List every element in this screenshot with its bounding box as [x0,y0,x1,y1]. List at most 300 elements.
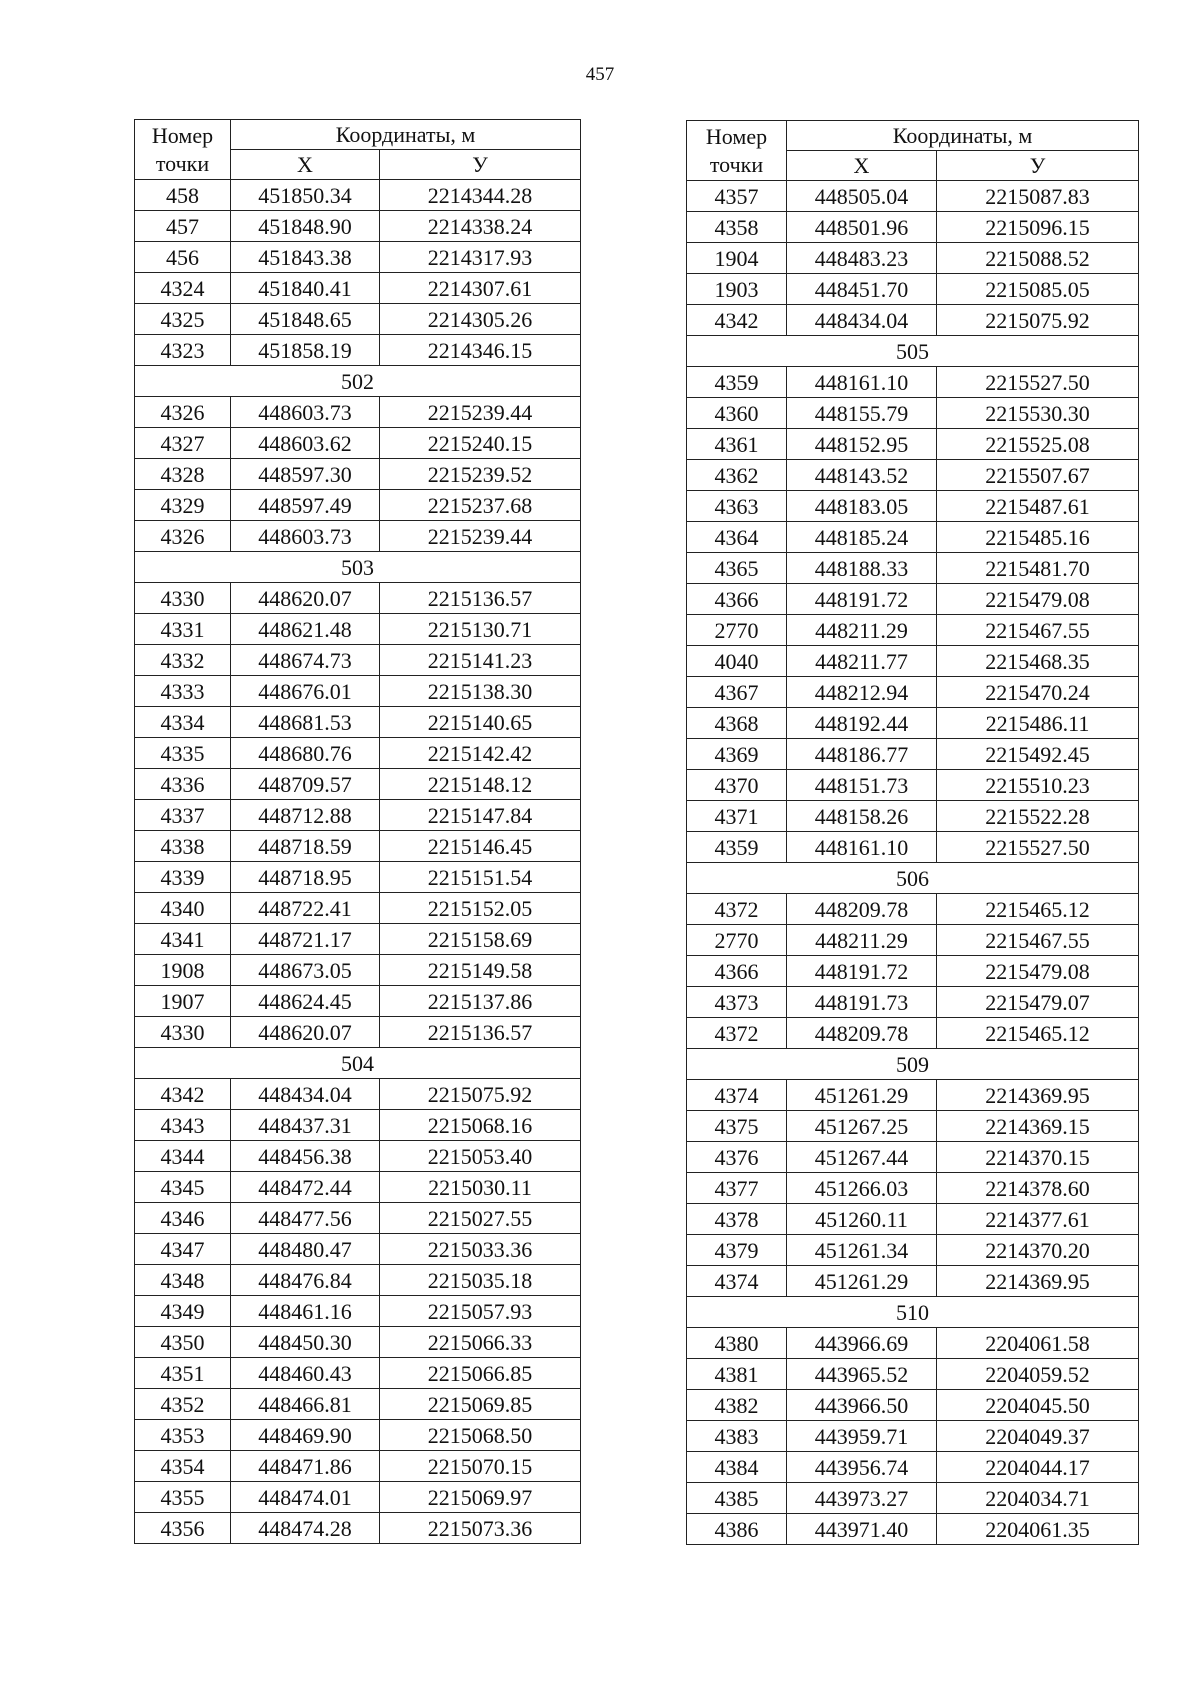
x-coordinate-cell: 448603.73 [231,521,380,552]
point-number-cell: 4379 [687,1235,787,1266]
point-number-cell: 4326 [135,521,231,552]
x-coordinate-cell: 448681.53 [231,707,380,738]
table-row [135,831,581,862]
table-row [135,428,581,459]
x-coordinate-cell: 448471.86 [231,1451,380,1482]
x-coordinate-cell: 448501.96 [787,212,937,243]
y-coordinate-cell: 2215075.92 [380,1079,581,1110]
y-coordinate-cell: 2215027.55 [380,1203,581,1234]
table-row [135,1451,581,1482]
x-coordinate-cell: 451848.65 [231,304,380,335]
table-row [135,459,581,490]
x-coordinate-cell: 448603.62 [231,428,380,459]
section-title-row [687,1049,1139,1080]
y-coordinate-cell: 2215066.33 [380,1327,581,1358]
point-number-cell: 4335 [135,738,231,769]
point-number-cell: 4323 [135,335,231,366]
table-row [135,1172,581,1203]
x-coordinate-cell: 451261.34 [787,1235,937,1266]
point-number-cell: 4386 [687,1514,787,1545]
x-coordinate-cell: 448712.88 [231,800,380,831]
y-coordinate-cell: 2204044.17 [937,1452,1139,1483]
y-coordinate-cell: 2214377.61 [937,1204,1139,1235]
y-coordinate-cell: 2215465.12 [937,1018,1139,1049]
x-coordinate-cell: 448721.17 [231,924,380,955]
y-coordinate-cell: 2215035.18 [380,1265,581,1296]
x-coordinate-cell: 448674.73 [231,645,380,676]
table-row [687,1235,1139,1266]
x-coordinate-cell: 448183.05 [787,491,937,522]
y-coordinate-cell: 2215033.36 [380,1234,581,1265]
y-coordinate-cell: 2215525.08 [937,429,1139,460]
point-number-cell: 4384 [687,1452,787,1483]
table-row [687,1173,1139,1204]
x-coordinate-cell: 443966.69 [787,1328,937,1359]
table-row [687,1080,1139,1111]
table-row [687,1421,1139,1452]
table-row [687,1111,1139,1142]
table-row [135,335,581,366]
point-number-cell: 4325 [135,304,231,335]
table-row [135,521,581,552]
x-coordinate-cell: 451267.25 [787,1111,937,1142]
table-row [687,1142,1139,1173]
x-coordinate-cell: 448474.28 [231,1513,380,1544]
table-row [135,1358,581,1389]
table-row [135,1513,581,1544]
table-row [135,955,581,986]
y-coordinate-cell: 2204059.52 [937,1359,1139,1390]
y-coordinate-cell: 2215149.58 [380,955,581,986]
table-row [687,677,1139,708]
table-row [687,243,1139,274]
point-number-cell: 4350 [135,1327,231,1358]
table-row [687,1359,1139,1390]
point-number-cell: 4375 [687,1111,787,1142]
point-number-header-line2: точки [155,150,210,176]
point-number-cell: 4381 [687,1359,787,1390]
y-coordinate-cell: 2215479.08 [937,956,1139,987]
y-coordinate-cell: 2215479.07 [937,987,1139,1018]
y-coordinate-cell: 2215137.86 [380,986,581,1017]
y-coordinate-cell: 2214369.95 [937,1266,1139,1297]
point-number-cell: 2770 [687,925,787,956]
x-header: Х [787,151,937,181]
section-title-row [687,336,1139,367]
point-number-cell: 4383 [687,1421,787,1452]
x-coordinate-cell: 443971.40 [787,1514,937,1545]
x-coordinate-cell: 448483.23 [787,243,937,274]
x-coordinate-cell: 448209.78 [787,894,937,925]
x-coordinate-cell: 448480.47 [231,1234,380,1265]
table-row [687,615,1139,646]
x-coordinate-cell: 448437.31 [231,1110,380,1141]
table-row [135,1327,581,1358]
x-coordinate-cell: 448624.45 [231,986,380,1017]
y-coordinate-cell: 2215142.42 [380,738,581,769]
y-coordinate-cell: 2215465.12 [937,894,1139,925]
section-title: 505 [687,336,1139,367]
point-number-cell: 4330 [135,583,231,614]
point-number-cell: 4366 [687,584,787,615]
section-title: 502 [135,366,581,397]
x-coordinate-cell: 448620.07 [231,1017,380,1048]
x-coordinate-cell: 448186.77 [787,739,937,770]
y-coordinate-cell: 2215487.61 [937,491,1139,522]
table-row [687,305,1139,336]
table-row [687,894,1139,925]
table-row [135,490,581,521]
table-row [135,211,581,242]
table-row [135,893,581,924]
table-row [135,1482,581,1513]
x-coordinate-cell: 443973.27 [787,1483,937,1514]
x-coordinate-cell: 448597.49 [231,490,380,521]
point-number-cell: 4372 [687,894,787,925]
point-number-cell: 4368 [687,708,787,739]
table-row [687,708,1139,739]
x-coordinate-cell: 448451.70 [787,274,937,305]
point-number-cell: 4327 [135,428,231,459]
y-coordinate-cell: 2214346.15 [380,335,581,366]
y-coordinate-cell: 2215151.54 [380,862,581,893]
table-row [687,367,1139,398]
point-number-header-line1: Номер [151,122,214,148]
y-coordinate-cell: 2215140.65 [380,707,581,738]
table-row [135,1079,581,1110]
section-title: 506 [687,863,1139,894]
table-row [687,1204,1139,1235]
point-number-cell: 4376 [687,1142,787,1173]
point-number-cell: 4342 [687,305,787,336]
point-number-cell: 4347 [135,1234,231,1265]
x-header: Х [231,150,380,180]
point-number-header-line2: точки [709,151,764,177]
table-row [687,584,1139,615]
y-coordinate-cell: 2215527.50 [937,832,1139,863]
x-coordinate-cell: 448192.44 [787,708,937,739]
x-coordinate-cell: 443965.52 [787,1359,937,1390]
x-coordinate-cell: 448597.30 [231,459,380,490]
table-row [687,274,1139,305]
table-row [687,398,1139,429]
x-coordinate-cell: 448161.10 [787,367,937,398]
x-coordinate-cell: 448456.38 [231,1141,380,1172]
point-number-cell: 4355 [135,1482,231,1513]
x-coordinate-cell: 451261.29 [787,1080,937,1111]
table-row [135,707,581,738]
table-row [135,1420,581,1451]
point-number-cell: 4340 [135,893,231,924]
table-row [687,1328,1139,1359]
table-row [687,491,1139,522]
x-coordinate-cell: 443956.74 [787,1452,937,1483]
table-row [135,1141,581,1172]
y-coordinate-cell: 2215147.84 [380,800,581,831]
y-coordinate-cell: 2214369.15 [937,1111,1139,1142]
x-coordinate-cell: 448209.78 [787,1018,937,1049]
point-number-cell: 4333 [135,676,231,707]
y-header: У [937,151,1139,181]
table-row [687,925,1139,956]
table-row [135,1110,581,1141]
y-coordinate-cell: 2214370.20 [937,1235,1139,1266]
y-coordinate-cell: 2214344.28 [380,180,581,211]
point-number-cell: 4040 [687,646,787,677]
x-coordinate-cell: 448450.30 [231,1327,380,1358]
point-number-cell: 4332 [135,645,231,676]
x-coordinate-cell: 448161.10 [787,832,937,863]
y-coordinate-cell: 2215237.68 [380,490,581,521]
x-coordinate-cell: 448474.01 [231,1482,380,1513]
y-coordinate-cell: 2215152.05 [380,893,581,924]
point-number-cell: 457 [135,211,231,242]
x-coordinate-cell: 448505.04 [787,181,937,212]
table-row [135,397,581,428]
table-row [135,242,581,273]
x-coordinate-cell: 448151.73 [787,770,937,801]
point-number-cell: 4356 [135,1513,231,1544]
point-number-cell: 4359 [687,832,787,863]
x-coordinate-cell: 448469.90 [231,1420,380,1451]
x-coordinate-cell: 448476.84 [231,1265,380,1296]
x-coordinate-cell: 448191.72 [787,584,937,615]
y-coordinate-cell: 2215239.44 [380,397,581,428]
x-coordinate-cell: 451848.90 [231,211,380,242]
y-coordinate-cell: 2215470.24 [937,677,1139,708]
y-coordinate-cell: 2215096.15 [937,212,1139,243]
x-coordinate-cell: 448718.95 [231,862,380,893]
point-number-cell: 4329 [135,490,231,521]
x-coordinate-cell: 448188.33 [787,553,937,584]
x-coordinate-cell: 448461.16 [231,1296,380,1327]
x-coordinate-cell: 451266.03 [787,1173,937,1204]
x-coordinate-cell: 448143.52 [787,460,937,491]
point-number-cell: 4341 [135,924,231,955]
point-number-cell: 4367 [687,677,787,708]
y-coordinate-cell: 2214338.24 [380,211,581,242]
point-number-cell: 4326 [135,397,231,428]
point-number-cell: 4343 [135,1110,231,1141]
x-coordinate-cell: 448211.77 [787,646,937,677]
x-coordinate-cell: 448680.76 [231,738,380,769]
point-number-cell: 4372 [687,1018,787,1049]
section-title: 504 [135,1048,581,1079]
y-coordinate-cell: 2215136.57 [380,583,581,614]
x-coordinate-cell: 448211.29 [787,615,937,646]
point-number-cell: 4371 [687,801,787,832]
point-number-header [135,120,231,180]
point-number-cell: 4373 [687,987,787,1018]
table-row [687,739,1139,770]
point-number-cell: 4348 [135,1265,231,1296]
table-row [687,1266,1139,1297]
y-coordinate-cell: 2215468.35 [937,646,1139,677]
x-coordinate-cell: 448718.59 [231,831,380,862]
table-row [135,1234,581,1265]
point-number-cell: 4334 [135,707,231,738]
point-number-cell: 1904 [687,243,787,274]
table-row [687,1483,1139,1514]
point-number-cell: 4364 [687,522,787,553]
point-number-cell: 2770 [687,615,787,646]
x-coordinate-cell: 448191.73 [787,987,937,1018]
x-coordinate-cell: 451260.11 [787,1204,937,1235]
y-coordinate-cell: 2215467.55 [937,925,1139,956]
point-number-cell: 4337 [135,800,231,831]
y-coordinate-cell: 2215240.15 [380,428,581,459]
y-coordinate-cell: 2214307.61 [380,273,581,304]
section-title: 503 [135,552,581,583]
y-coordinate-cell: 2215053.40 [380,1141,581,1172]
point-number-cell: 4349 [135,1296,231,1327]
table-row [687,212,1139,243]
x-coordinate-cell: 443959.71 [787,1421,937,1452]
table-row [687,987,1139,1018]
y-coordinate-cell: 2215492.45 [937,739,1139,770]
y-coordinate-cell: 2214305.26 [380,304,581,335]
y-coordinate-cell: 2215146.45 [380,831,581,862]
y-coordinate-cell: 2214369.95 [937,1080,1139,1111]
table-row [135,676,581,707]
y-coordinate-cell: 2215068.16 [380,1110,581,1141]
point-number-cell: 458 [135,180,231,211]
section-title-row [135,366,581,397]
y-coordinate-cell: 2215087.83 [937,181,1139,212]
table-body [687,181,1139,1545]
point-number-cell: 4342 [135,1079,231,1110]
point-number-cell: 4382 [687,1390,787,1421]
table-body [135,180,581,1544]
y-coordinate-cell: 2215467.55 [937,615,1139,646]
table-row [687,1018,1139,1049]
table-row [687,181,1139,212]
y-coordinate-cell: 2204034.71 [937,1483,1139,1514]
point-number-cell: 1903 [687,274,787,305]
y-coordinate-cell: 2215486.11 [937,708,1139,739]
x-coordinate-cell: 448460.43 [231,1358,380,1389]
y-coordinate-cell: 2204049.37 [937,1421,1139,1452]
table-row [687,553,1139,584]
point-number-cell: 1908 [135,955,231,986]
y-coordinate-cell: 2215522.28 [937,801,1139,832]
x-coordinate-cell: 448603.73 [231,397,380,428]
point-number-cell: 4360 [687,398,787,429]
y-coordinate-cell: 2215030.11 [380,1172,581,1203]
point-number-cell: 4338 [135,831,231,862]
point-number-cell: 4354 [135,1451,231,1482]
point-number-cell: 4374 [687,1266,787,1297]
point-number-cell: 4345 [135,1172,231,1203]
x-coordinate-cell: 448620.07 [231,583,380,614]
x-coordinate-cell: 448212.94 [787,677,937,708]
point-number-cell: 4331 [135,614,231,645]
table-header [135,120,581,180]
table-row [135,1017,581,1048]
section-title: 510 [687,1297,1139,1328]
y-coordinate-cell: 2215088.52 [937,243,1139,274]
y-coordinate-cell: 2215481.70 [937,553,1139,584]
y-coordinate-cell: 2215073.36 [380,1513,581,1544]
table-row [135,180,581,211]
table-row [687,801,1139,832]
table-row [687,646,1139,677]
table-row [135,769,581,800]
point-number-cell: 4366 [687,956,787,987]
table-row [135,304,581,335]
y-coordinate-cell: 2215069.85 [380,1389,581,1420]
point-number-cell: 4369 [687,739,787,770]
x-coordinate-cell: 448722.41 [231,893,380,924]
table-row [135,583,581,614]
section-title-row [135,1048,581,1079]
y-header: У [380,150,581,180]
y-coordinate-cell: 2215085.05 [937,274,1139,305]
table-row [687,956,1139,987]
table-row [135,614,581,645]
point-number-cell: 4377 [687,1173,787,1204]
y-coordinate-cell: 2214378.60 [937,1173,1139,1204]
x-coordinate-cell: 451850.34 [231,180,380,211]
table-row [135,645,581,676]
y-coordinate-cell: 2204061.58 [937,1328,1139,1359]
point-number-cell: 4370 [687,770,787,801]
x-coordinate-cell: 448673.05 [231,955,380,986]
y-coordinate-cell: 2215527.50 [937,367,1139,398]
point-number-cell: 4353 [135,1420,231,1451]
table-row [135,986,581,1017]
table-row [687,460,1139,491]
x-coordinate-cell: 448709.57 [231,769,380,800]
x-coordinate-cell: 448621.48 [231,614,380,645]
table-row [687,1452,1139,1483]
y-coordinate-cell: 2215239.52 [380,459,581,490]
coordinates-table-right [686,120,1139,1545]
x-coordinate-cell: 448191.72 [787,956,937,987]
point-number-cell: 4339 [135,862,231,893]
x-coordinate-cell: 448185.24 [787,522,937,553]
y-coordinate-cell: 2204061.35 [937,1514,1139,1545]
x-coordinate-cell: 448477.56 [231,1203,380,1234]
x-coordinate-cell: 448434.04 [231,1079,380,1110]
x-coordinate-cell: 448211.29 [787,925,937,956]
point-number-cell: 4385 [687,1483,787,1514]
point-number-cell: 4344 [135,1141,231,1172]
table-row [135,924,581,955]
x-coordinate-cell: 451840.41 [231,273,380,304]
table-row [687,429,1139,460]
y-coordinate-cell: 2215070.15 [380,1451,581,1482]
y-coordinate-cell: 2215158.69 [380,924,581,955]
y-coordinate-cell: 2215136.57 [380,1017,581,1048]
point-number-cell: 4359 [687,367,787,398]
point-number-cell: 4351 [135,1358,231,1389]
section-title-row [135,552,581,583]
x-coordinate-cell: 448152.95 [787,429,937,460]
y-coordinate-cell: 2214317.93 [380,242,581,273]
coordinates-header: Координаты, м [787,121,1139,151]
point-number-cell: 4378 [687,1204,787,1235]
x-coordinate-cell: 448472.44 [231,1172,380,1203]
table-row [135,1203,581,1234]
point-number-cell: 4357 [687,181,787,212]
point-number-cell: 4336 [135,769,231,800]
y-coordinate-cell: 2215057.93 [380,1296,581,1327]
table-row [135,800,581,831]
table-row [687,832,1139,863]
point-number-cell: 4362 [687,460,787,491]
table-row [135,738,581,769]
